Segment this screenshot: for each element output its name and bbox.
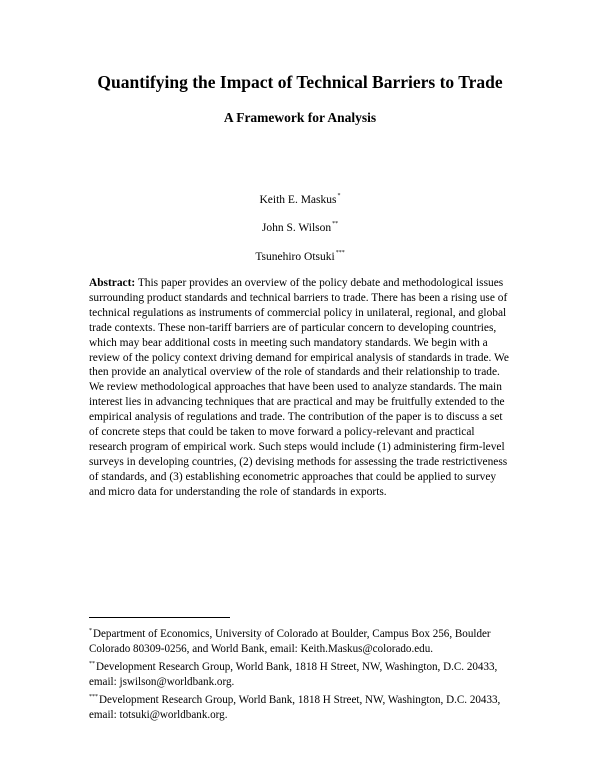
footnote-mark: * bbox=[89, 628, 92, 634]
author-footnote-mark: ** bbox=[332, 221, 339, 227]
footnote-otsuki bbox=[89, 690, 513, 723]
paper-title: Quantifying the Impact of Technical Barriers to Trade bbox=[97, 72, 503, 92]
author-footnote-mark: *** bbox=[335, 250, 345, 256]
footnotes bbox=[89, 624, 513, 722]
paper-subtitle: A Framework for Analysis bbox=[223, 110, 377, 125]
author-name: Tsunehiro Otsuki bbox=[255, 251, 335, 263]
abstract bbox=[89, 276, 513, 500]
author-otsuki bbox=[0, 250, 600, 263]
footnote-text: Development Research Group, World Bank, 1818 H Street, NW, Washington, D.C. 20433, email: jswilson@worldbank.org. bbox=[89, 660, 498, 688]
footnote-mark: *** bbox=[89, 693, 98, 700]
footnote-mark: ** bbox=[89, 660, 95, 667]
author-wilson bbox=[0, 221, 600, 234]
author-name: Keith E. Maskus bbox=[259, 194, 337, 206]
author-name: John S. Wilson bbox=[261, 222, 332, 234]
footnote-text: Department of Economics, University of Colorado at Boulder, Campus Box 256, Boulder Colorado 80309-0256, and World Bank, email: Keith.Maskus@colorado.edu. bbox=[89, 628, 491, 655]
footnote-text: Development Research Group, World Bank, 1818 H Street, NW, Washington, D.C. 20433, email: totsuki@worldbank.org. bbox=[89, 693, 501, 721]
abstract-label: Abstract: bbox=[89, 277, 136, 289]
footnote-maskus bbox=[89, 624, 513, 657]
footnote-wilson bbox=[89, 657, 513, 690]
author-maskus bbox=[0, 193, 600, 206]
abstract-text: This paper provides an overview of the policy debate and methodological issues surrounding product standards and technical barriers to trade. There has been a rising use of technical regulations as instruments of commercial policy in unilateral, regional, and global trade contexts. These non-tariff barriers are of particular concern to developing countries, which may bear additional costs in meeting such mandatory standards. We begin with a review of the policy context driving demand for empirical analysis of standards in trade. We then provide an analytical overview of the role of standards and their relationship to trade. We review methodological approaches that have been used to analyze standards. The main interest lies in advancing techniques that are practical and may be fruitfully extended to the empirical analysis of regulations and trade. The contribution of the paper is to discuss a set of concrete steps that could be taken to move forward a policy-relevant and practical research program of empirical work. Such steps would include (1) administering firm-level surveys in developing countries, (2) devising methods for assessing the trade restrictiveness of standards, and (3) establishing econometric approaches that could be applied to survey and micro data for understanding the role of standards in exports. bbox=[89, 277, 509, 498]
author-footnote-mark: * bbox=[337, 193, 341, 199]
footnote-divider bbox=[89, 617, 230, 618]
